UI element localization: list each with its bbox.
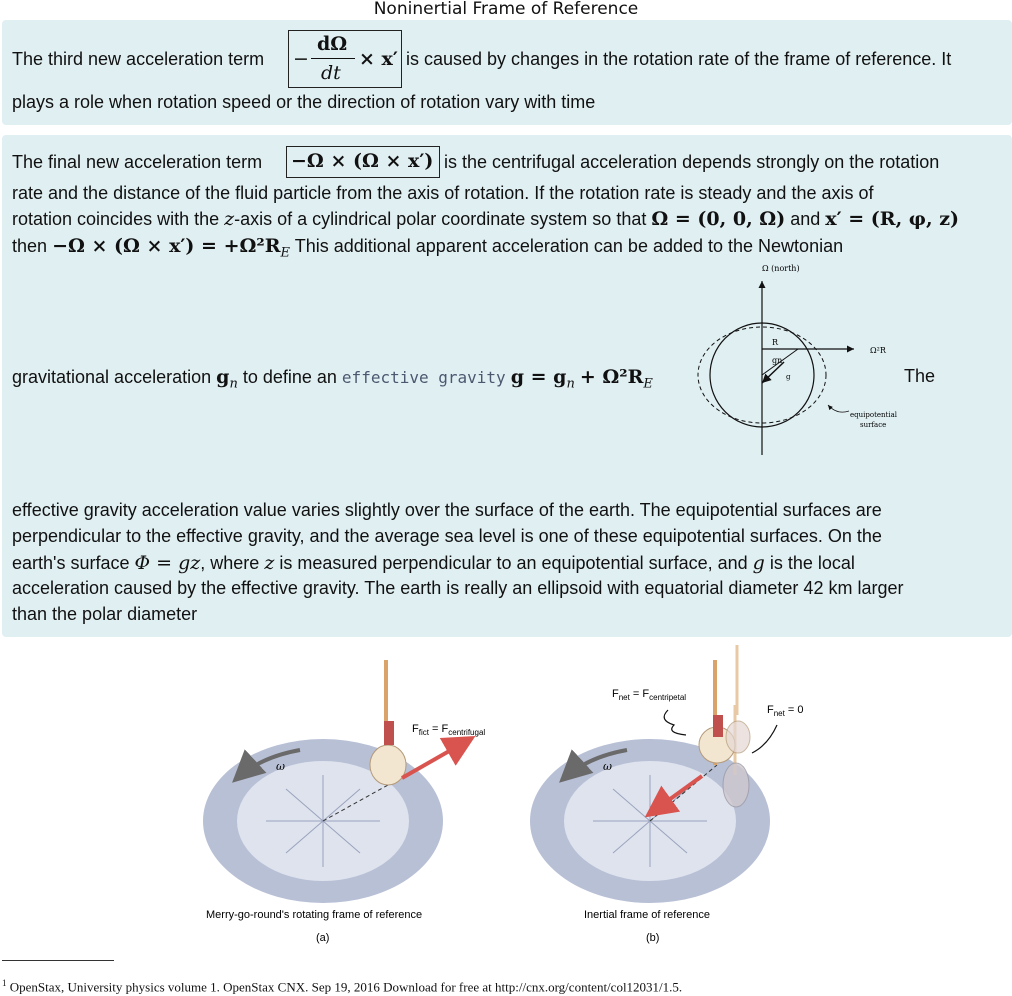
centrifugal-result-eq: −Ω × (Ω × x′) = +Ω²R xyxy=(52,235,281,257)
box2-line9: acceleration caused by the effective gravity. The earth is really an ellipsoid with equatorial diameter 42 km larger xyxy=(12,578,904,598)
footnote xyxy=(2,978,682,995)
equipotential-pointer xyxy=(828,405,849,412)
box2-line5: gravitational acceleration $g_n$ to define an effective gravity $g = g_n + \Omega^2R_E$ xyxy=(12,366,653,392)
horse-a xyxy=(370,745,406,785)
gn-label: gn xyxy=(772,356,783,365)
force-label-a: $F_{fict} = F_{centrifugal}$ xyxy=(412,723,486,737)
centrifugal-formula-frame xyxy=(286,146,440,178)
box2-line2: rate and the distance of the fluid particle from the axis of rotation. If the rotation rate is steady and the axis of xyxy=(12,183,874,203)
caption-b: Inertial frame of reference xyxy=(584,909,710,921)
callout-box-third-term xyxy=(2,20,1012,125)
squiggle-pointer-1 xyxy=(664,710,686,735)
page-title: Noninertial Frame of Reference xyxy=(373,0,639,19)
ghost-horse-1 xyxy=(726,721,750,753)
box2-line1-after: is the centrifugal acceleration depends strongly on the rotation xyxy=(444,152,940,172)
box1-line2: plays a role when rotation speed or the direction of rotation vary with time xyxy=(12,92,596,112)
box1-line1 xyxy=(12,49,264,70)
box2-lead-text: The final new acceleration term xyxy=(12,152,263,172)
squiggle-pointer-2 xyxy=(752,725,777,753)
footnote-rule xyxy=(2,960,114,961)
force-label-b1: $F_{net} = F_{centripetal}$ xyxy=(612,688,687,702)
box2-line8: earth's surface Φ = gz, where z is measured perpendicular to an equipotential surface, and g is the local xyxy=(12,552,855,574)
formula-cross-x: × x′ xyxy=(359,48,398,70)
centrifugal-force-arrow-a xyxy=(402,738,472,778)
r-label: R xyxy=(772,338,779,347)
rider-a xyxy=(384,721,394,745)
formula-denominator: dt xyxy=(321,62,341,84)
panel-b xyxy=(530,645,804,944)
box2-line3: rotation coincides with the z-axis of a cylindrical polar coordinate system so that Ω = (0, 0, Ω) and x′ = (R, φ, z) xyxy=(12,208,959,230)
rider-b xyxy=(713,715,723,737)
callout-box-centrifugal xyxy=(2,135,1012,637)
box2-line6: effective gravity acceleration value varies slightly over the surface of the earth. The equipotential surfaces are xyxy=(12,500,882,520)
force-label-b2: $F_{net} = 0$ xyxy=(767,704,804,718)
g-label: g xyxy=(786,373,791,381)
box1-lead-text: The third new acceleration term xyxy=(12,49,265,69)
equipotential-label: equipotential xyxy=(850,411,897,419)
earth-effective-gravity-diagram xyxy=(692,257,907,462)
box2-line10: than the polar diameter xyxy=(12,604,198,624)
merry-go-round-figure xyxy=(190,645,804,950)
omega-label-b: ω xyxy=(603,760,612,773)
box1-after-text: is caused by changes in the rotation rate of the frame of reference. It xyxy=(406,49,952,69)
label-a: (a) xyxy=(316,932,330,944)
footnote-text: OpenStax, University physics volume 1. OpenStax CNX. Sep 19, 2016 Download for free at http://cnx.org/content/col12031/1.5. xyxy=(9,979,683,995)
potential-eq: Φ = gz xyxy=(134,552,201,574)
surface-label: surface xyxy=(860,421,887,429)
centrifugal-formula: −Ω × (Ω × x′) xyxy=(291,150,434,172)
panel-a xyxy=(203,660,485,944)
effective-gravity-eq: g = g xyxy=(510,366,567,388)
label-b: (b) xyxy=(646,932,660,944)
footnote-marker: 1 xyxy=(2,978,7,988)
third-term-formula-frame: − dΩ dt × x′ xyxy=(288,30,402,88)
box2-line5-end: The xyxy=(904,366,936,386)
box2-line4: then $-\Omega \times (\Omega \times x') = +\Omega^2R_E$ This additional apparent acceleration can be added to the Newtonian xyxy=(12,235,844,261)
caption-a: Merry-go-round's rotating frame of reference xyxy=(206,909,423,921)
formula-numerator: dΩ xyxy=(317,33,348,55)
effective-gravity-code: effective gravity xyxy=(341,368,506,387)
ghost-horse-2 xyxy=(723,763,749,807)
omega-vector-eq: Ω = (0, 0, Ω) xyxy=(651,208,786,230)
x-prime-eq: x′ = (R, φ, z) xyxy=(825,208,959,230)
omega-label-a: ω xyxy=(276,760,285,773)
box2-line7: perpendicular to the effective gravity, and the average sea level is one of these equipotential surfaces. On the xyxy=(12,526,882,546)
omega2r-label: Ω²R xyxy=(870,346,886,355)
north-axis-label: Ω (north) xyxy=(762,264,800,273)
